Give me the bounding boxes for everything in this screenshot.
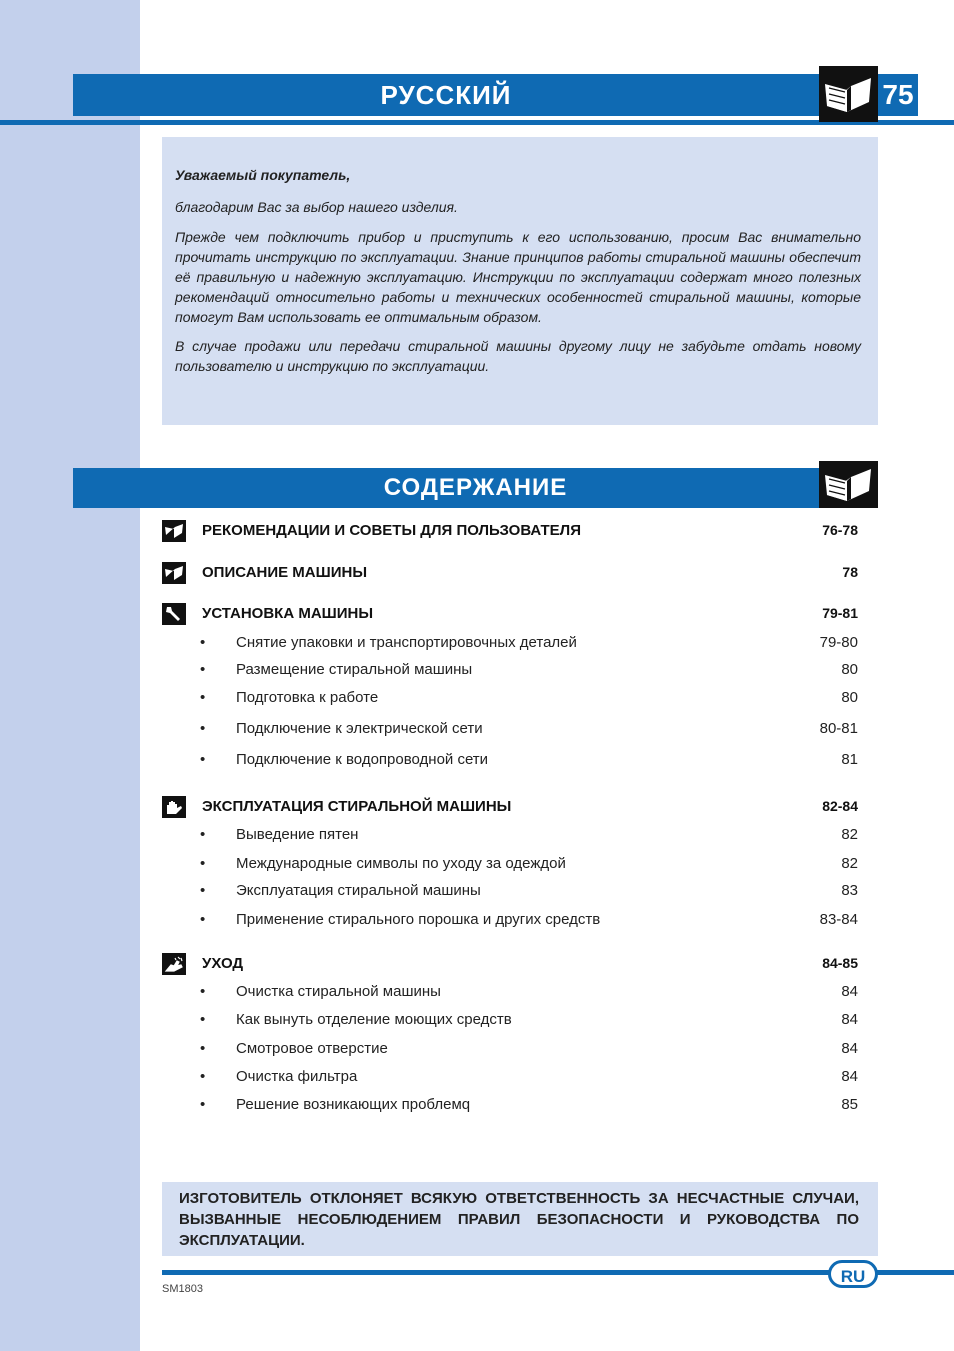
toc-section-description[interactable] xyxy=(162,562,858,584)
bullet: • xyxy=(200,689,206,706)
bullet: • xyxy=(200,661,206,678)
toc-item-pages: 80-81 xyxy=(819,720,858,737)
toc-item-title: Выведение пятен xyxy=(236,826,359,843)
hand-icon xyxy=(162,796,186,818)
toc-item[interactable] xyxy=(200,634,858,654)
toc-item-title: Подключение к водопроводной сети xyxy=(236,751,489,768)
header-underline xyxy=(0,120,954,125)
toc-item-pages: 83 xyxy=(841,882,858,899)
toc-item-title: Решение возникающих проблемq xyxy=(236,1096,471,1113)
bullet: • xyxy=(200,1096,206,1113)
toc-section-title: ЭКСПЛУАТАЦИЯ СТИРАЛЬНОЙ МАШИНЫ xyxy=(202,798,512,815)
toc-section-care[interactable] xyxy=(162,953,858,975)
bullet: • xyxy=(200,1040,206,1057)
bullet: • xyxy=(200,751,206,768)
toc-item[interactable] xyxy=(200,720,858,740)
bullet: • xyxy=(200,1068,206,1085)
toc-item[interactable] xyxy=(200,1040,858,1060)
language-header-bar xyxy=(73,74,819,116)
toc-item-title: Снятие упаковки и транспортировочных деталей xyxy=(236,634,577,651)
toc-item-pages: 83-84 xyxy=(819,911,858,928)
wrench-icon xyxy=(162,603,186,625)
toc-item-pages: 82 xyxy=(841,855,858,872)
toc-item[interactable] xyxy=(200,882,858,902)
intro-greeting: Уважаемый покупатель, xyxy=(175,167,351,183)
bullet: • xyxy=(200,826,206,843)
toc-item-title: Смотровое отверстие xyxy=(236,1040,388,1057)
warning-panel xyxy=(162,1182,878,1256)
toc-section-pages: 79-81 xyxy=(822,605,858,621)
toc-item-pages: 80 xyxy=(841,661,858,678)
toc-section-installation[interactable] xyxy=(162,603,858,625)
toc-item-title: Очистка фильтра xyxy=(236,1068,358,1085)
toc-item[interactable] xyxy=(200,911,858,931)
warning-text: ИЗГОТОВИТЕЛЬ ОТКЛОНЯЕТ ВСЯКУЮ ОТВЕТСТВЕННОСТЬ ЗА НЕСЧАСТНЫЕ СЛУЧАИ, ВЫЗВАННЫЕ НЕСОБЛЮДЕНИЕМ ПРАВИЛ БЕЗОПАСНОСТИ И РУКОВОДСТВА ПО ЭКСПЛУАТАЦИИ. xyxy=(179,1190,859,1249)
toc-item-pages: 85 xyxy=(841,1096,858,1113)
toc-section-operation[interactable] xyxy=(162,796,858,818)
toc-item[interactable] xyxy=(200,689,858,709)
book-icon xyxy=(162,520,186,542)
toc-item-title: Применение стирального порошка и других средств xyxy=(236,911,601,928)
bullet: • xyxy=(200,911,206,928)
toc-item-title: Очистка стиральной машины xyxy=(236,983,441,1000)
toc-item-title: Международные символы по уходу за одеждой xyxy=(236,855,566,872)
bullet: • xyxy=(200,720,206,737)
toc-section-pages: 84-85 xyxy=(822,955,858,971)
toc-item-title: Эксплуатация стиральной машины xyxy=(236,882,481,899)
toc-item-title: Подготовка к работе xyxy=(236,689,379,706)
toc-item-pages: 81 xyxy=(841,751,858,768)
left-sidebar-band xyxy=(0,0,140,1351)
bullet: • xyxy=(200,634,206,651)
toc-section-title: УХОД xyxy=(202,955,244,972)
bullet: • xyxy=(200,855,206,872)
contents-title: СОДЕРЖАНИЕ xyxy=(383,474,568,501)
toc-item[interactable] xyxy=(200,1011,858,1031)
bullet: • xyxy=(200,1011,206,1028)
intro-panel xyxy=(162,137,878,425)
toc-item[interactable] xyxy=(200,1068,858,1088)
toc-section-title: РЕКОМЕНДАЦИИ И СОВЕТЫ ДЛЯ ПОЛЬЗОВАТЕЛЯ xyxy=(202,522,581,539)
toc-item[interactable] xyxy=(200,983,858,1003)
toc-item-pages: 82 xyxy=(841,826,858,843)
toc-section-recommendations[interactable] xyxy=(162,520,858,542)
toc-section-title: УСТАНОВКА МАШИНЫ xyxy=(202,605,374,622)
toc-item-pages: 80 xyxy=(841,689,858,706)
toc-item[interactable] xyxy=(200,1096,858,1116)
toc-item[interactable] xyxy=(200,826,858,846)
toc-section-pages: 76-78 xyxy=(822,522,858,538)
toc-section-pages: 82-84 xyxy=(822,798,858,814)
toc-item[interactable] xyxy=(200,751,858,771)
language-badge: RU xyxy=(828,1260,878,1288)
toc-item[interactable] xyxy=(200,855,858,875)
toc-item-title: Подключение к электрической сети xyxy=(236,720,483,737)
toc-section-pages: 78 xyxy=(842,564,858,580)
page-number: 75 xyxy=(878,74,918,116)
toc-item-title: Размещение стиральной машины xyxy=(236,661,473,678)
intro-paragraph-1: Прежде чем подключить прибор и приступить к его использованию, просим Вас внимательно прочитать инструкцию по эксплуатации. Знание принципов работы стиральной машины обеспечит её правильную и надежную эксплуатацию. Инструкции по эксплуатации содержат много полезных рекомендаций относительно работы и технических особенностей стиральной машины, которые помогут Вам использовать ее оптимальным образом. xyxy=(175,229,861,325)
toc-item-pages: 84 xyxy=(841,1040,858,1057)
toc-item-pages: 84 xyxy=(841,1011,858,1028)
bullet: • xyxy=(200,882,206,899)
contents-book-icon xyxy=(819,461,878,508)
toc-item-title: Как вынуть отделение моющих средств xyxy=(236,1011,512,1028)
document-code: SM1803 xyxy=(162,1283,203,1295)
bullet: • xyxy=(200,983,206,1000)
contents-header-bar xyxy=(73,468,878,508)
header-book-icon xyxy=(819,66,878,122)
intro-thanks: благодарим Вас за выбор нашего изделия. xyxy=(175,199,458,215)
toc-item-pages: 84 xyxy=(841,1068,858,1085)
intro-paragraph-2: В случае продажи или передачи стиральной машины другому лицу не забудьте отдать новому пользователю и инструкцию по эксплуатации. xyxy=(175,338,861,374)
toc-item[interactable] xyxy=(200,661,858,681)
care-icon xyxy=(162,953,186,975)
book-icon xyxy=(162,562,186,584)
toc-item-pages: 84 xyxy=(841,983,858,1000)
toc-item-pages: 79-80 xyxy=(819,634,858,651)
page-title: РУССКИЙ xyxy=(380,80,512,110)
toc-section-title: ОПИСАНИЕ МАШИНЫ xyxy=(202,564,368,581)
